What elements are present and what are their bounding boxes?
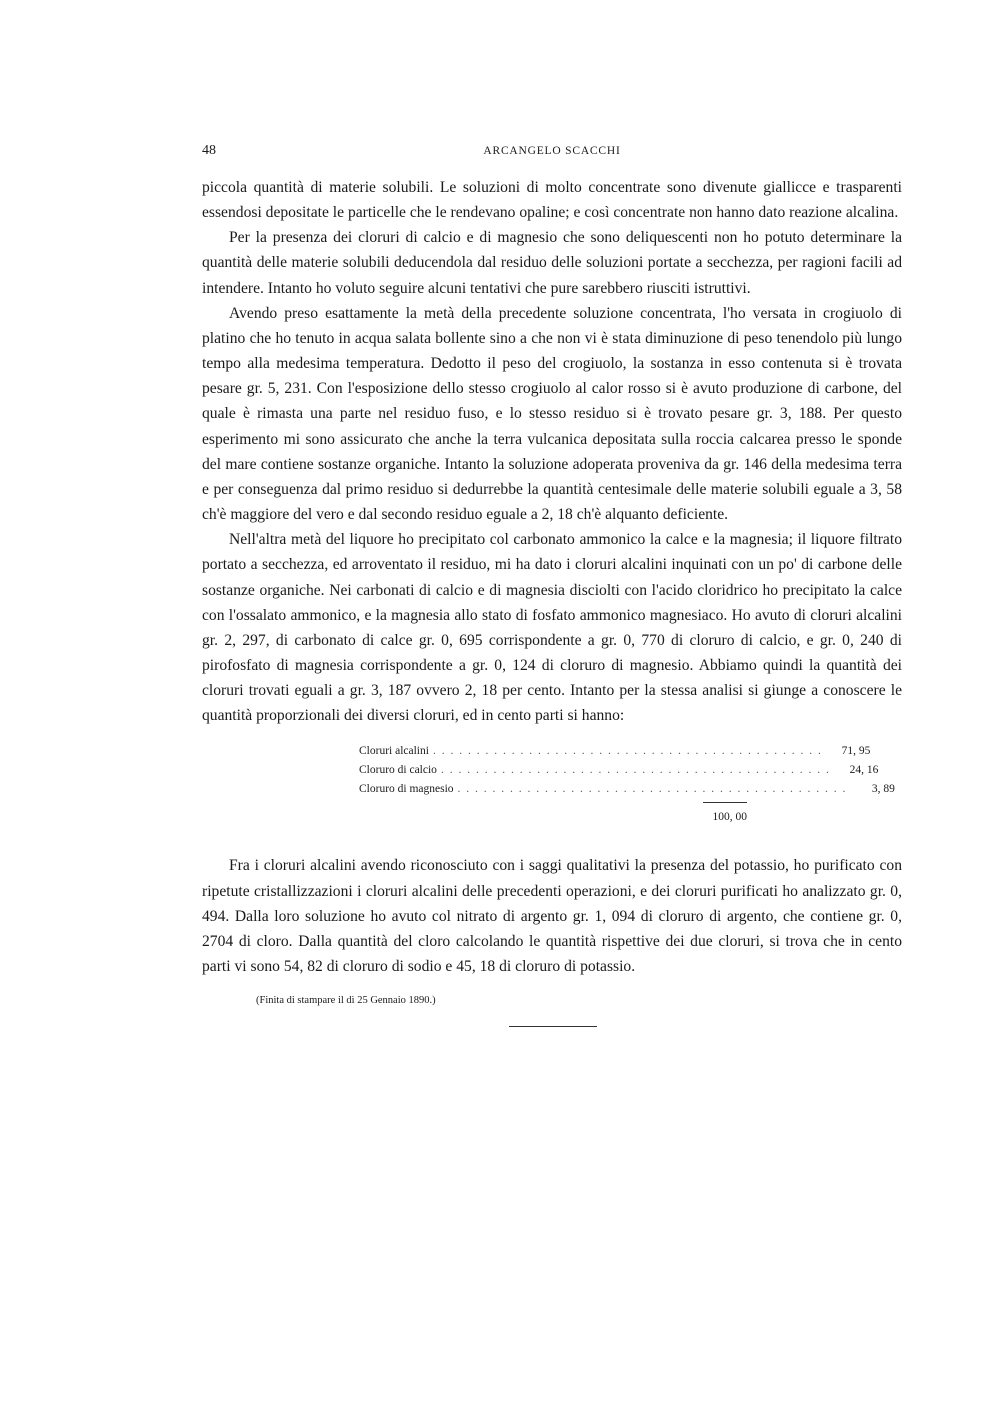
table-row-value: 71, 95: [841, 745, 871, 758]
leader-dots: . . . . . . . . . . . . . . . . . . . . . . . . . . . . . . . . . . . . . . . . . . . . .: [432, 745, 823, 758]
paragraph: Per la presenza dei cloruri di calcio e di magnesio che sono deliquescenti non ho potuto determinare la quantità delle materie solubili deducendola dal residuo delle soluzioni portate a secchezza, per ragioni facili ad intendere. Intanto ho voluto seguire alcuni tentativi che pure sarebbero riusciti istruttivi.: [202, 229, 902, 297]
running-head: [202, 143, 902, 163]
paragraph: piccola quantità di materie solubili. Le soluzioni di molto concentrate sono divenute giallicce e trasparenti essendosi depositate le particelle che le rendevano opaline; e così concentrate non hanno dato reazione alcalina.: [202, 179, 902, 222]
leader-dots: . . . . . . . . . . . . . . . . . . . . . . . . . . . . . . . . . . . . . . . . . . . . .: [440, 764, 831, 777]
table-row: [359, 742, 871, 761]
colophon: (Finita di stampare il dì 25 Gennaio 1890.): [256, 995, 436, 1007]
table-row: [359, 761, 879, 780]
table-row-value: 24, 16: [849, 764, 879, 777]
table-row: [359, 780, 895, 799]
table-total: 100, 00: [712, 811, 747, 824]
table-row-label: Cloruri alcalini: [359, 745, 429, 758]
table-row-label: Cloruro di calcio: [359, 764, 437, 777]
table-row-value: 3, 89: [871, 783, 895, 796]
leader-dots: . . . . . . . . . . . . . . . . . . . . . . . . . . . . . . . . . . . . . . . . . . . . .: [457, 783, 847, 796]
table-row-label: Cloruro di magnesio: [359, 783, 454, 796]
paragraph: Avendo preso esattamente la metà della precedente soluzione concentrata, l'ho versata in crogiuolo di platino che ho tenuto in acqua salata bollente sino a che non vi è stata diminuzione di peso tenendolo più lungo tempo alla medesima temperatura. Dedotto il peso del crogiuolo, la sostanza in esso contenuta si è trovata pesare gr. 5, 231. Con l'esposizione dello stesso crogiuolo al calor rosso si è avuto produzione di carbone, del quale è rimasta una parte nel residuo fuso, e lo stesso residuo si è trovato pesare gr. 3, 188. Per questo esperimento mi sono assicurato che anche la terra vulcanica depositata sulla roccia calcarea presso le sponde del mare contiene sostanze organiche. Intanto la soluzione adoperata proveniva da gr. 146 della medesima terra e per conseguenza dal primo residuo si dedurrebbe la quantità centesimale delle materie solubili eguale a 3, 58 ch'è maggiore del vero e dal secondo residuo eguale a 2, 18 ch'è alquanto deficiente.: [202, 304, 902, 524]
end-rule: [509, 1026, 597, 1027]
paragraph: Nell'altra metà del liquore ho precipitato col carbonato ammonico la calce e la magnesia; il liquore filtrato portato a secchezza, ed arroventato il residuo, mi ha dato i cloruri alcalini inquinati con un po' di carbone delle sostanze organiche. Nei carbonati di calcio e di magnesia disciolti con l'acido cloridrico ho precipitato la calce con l'ossalato ammonico, e la magnesia allo stato di fosfato ammonico magnesiaco. Ho avuto di cloruri alcalini gr. 2, 297, di carbonato di calce gr. 0, 695 corrispondente a gr. 0, 770 di cloruro di calcio, e gr. 0, 240 di pirofosfato di magnesia corrispondente a gr. 0, 124 di cloruro di magnesio. Abbiamo quindi la quantità dei cloruri trovati eguali a gr. 3, 187 ovvero 2, 18 per cento. Intanto per la stessa analisi si giunge a conoscere le quantità proporzionali dei diversi cloruri, ed in cento parti si hanno:: [202, 531, 902, 725]
body-text: [202, 175, 902, 1027]
composition-table: [359, 742, 895, 827]
page-number: 48: [202, 143, 216, 158]
sum-rule: [703, 802, 747, 803]
running-title: ARCANGELO SCACCHI: [483, 145, 621, 157]
paragraph: Fra i cloruri alcalini avendo riconosciuto con i saggi qualitativi la presenza del potassio, ho purificato con ripetute cristallizzazioni i cloruri alcalini delle precedenti operazioni, e dei cloruri purificati ho analizzato gr. 0, 494. Dalla loro soluzione ho avuto col nitrato di argento gr. 1, 094 di cloruro di argento, che contiene gr. 0, 2704 di cloro. Dalla quantità del cloro calcolando le quantità rispettive dei due cloruri, si trova che in cento parti vi sono 54, 82 di cloruro di sodio e 45, 18 di cloruro di potassio.: [202, 857, 902, 976]
